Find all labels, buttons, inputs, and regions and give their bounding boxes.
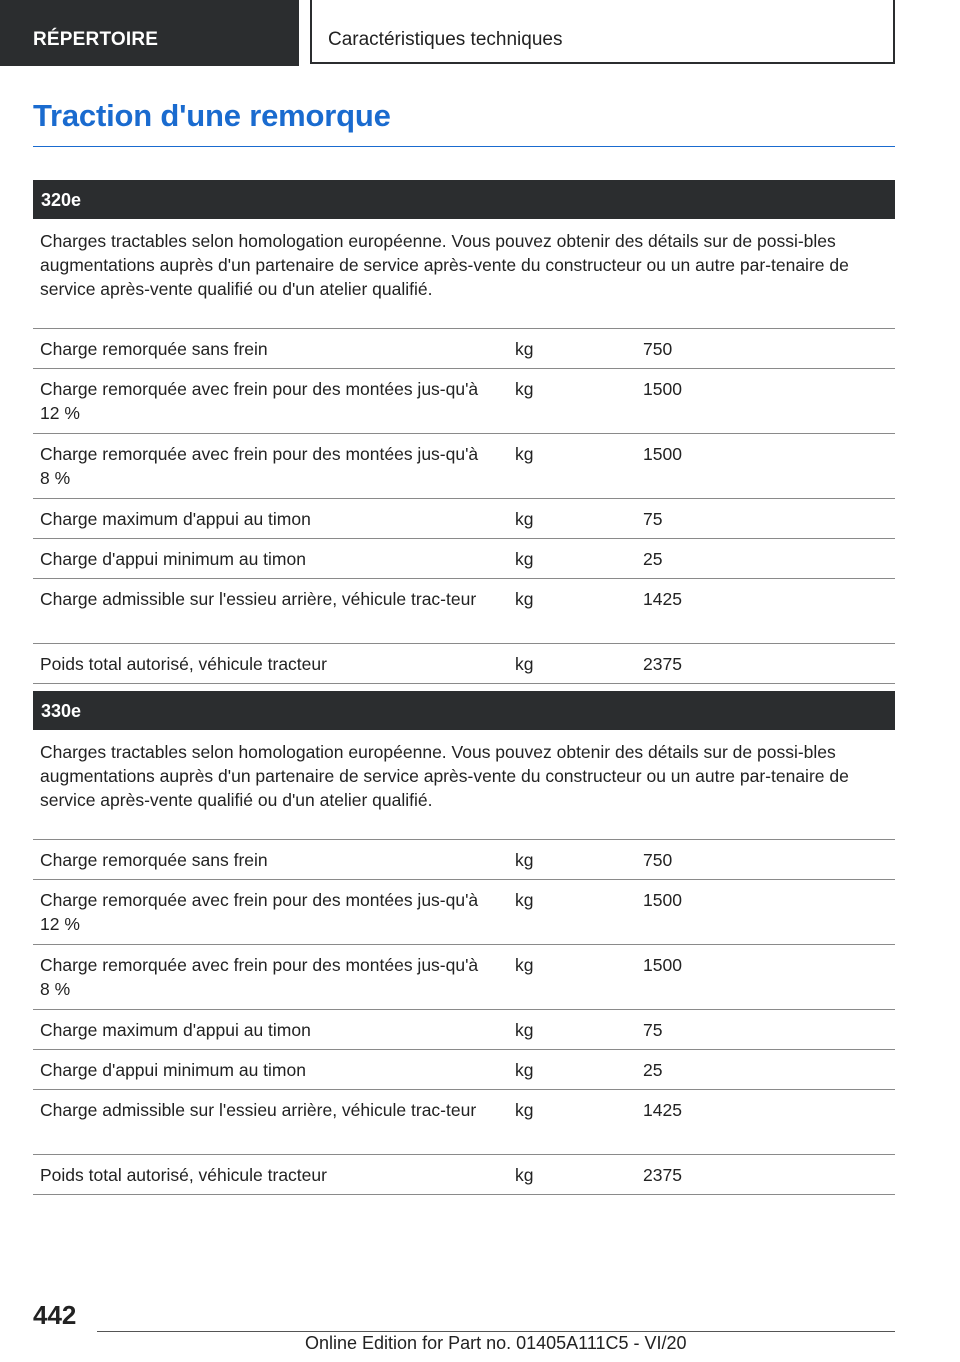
row-label: Charge remorquée avec frein pour des montées jus-qu'à 8 %: [40, 444, 479, 488]
section-heading: 330e: [33, 691, 895, 730]
row-unit: kg: [515, 509, 534, 529]
row-label: Charge maximum d'appui au timon: [40, 509, 311, 529]
table-row: [33, 369, 895, 434]
section-320e: [33, 180, 895, 684]
page-number: 442: [33, 1300, 77, 1330]
page-header: [0, 0, 960, 66]
row-unit: kg: [515, 339, 534, 359]
row-value: 25: [643, 549, 663, 569]
table-row: [33, 329, 895, 369]
table-row: [33, 579, 895, 644]
row-unit: kg: [515, 850, 534, 870]
footer-divider: [97, 1331, 895, 1332]
row-label: Charge remorquée avec frein pour des montées jus-qu'à 12 %: [40, 890, 479, 934]
row-label: Charge remorquée sans frein: [40, 850, 268, 870]
row-value: 750: [643, 339, 673, 359]
row-label: Poids total autorisé, véhicule tracteur: [40, 1165, 327, 1185]
row-value: 1500: [643, 379, 682, 399]
row-unit: kg: [515, 589, 534, 609]
row-value: 1500: [643, 444, 682, 464]
row-value: 75: [643, 509, 663, 529]
row-value: 1425: [643, 1100, 682, 1120]
row-value: 2375: [643, 1165, 682, 1185]
row-unit: kg: [515, 1165, 534, 1185]
table-row: [33, 539, 895, 579]
edition-note: Online Edition for Part no. 01405A111C5 - VI/20: [305, 1333, 687, 1353]
title-underline: [33, 146, 895, 147]
section-description: Charges tractables selon homologation européenne. Vous pouvez obtenir des détails sur de possi-bles augmentations auprès d'un partenaire de service après-vente du constructeur ou un autre par-tenaire de service après-vente qualifié ou d'un atelier qualifié.: [33, 219, 895, 329]
page-title: Traction d'une remorque: [33, 98, 391, 133]
table-row: [33, 1155, 895, 1195]
row-unit: kg: [515, 654, 534, 674]
row-label: Charge remorquée avec frein pour des montées jus-qu'à 12 %: [40, 379, 479, 423]
table-row: [33, 880, 895, 945]
row-value: 2375: [643, 654, 682, 674]
row-label: Charge admissible sur l'essieu arrière, véhicule trac-teur: [40, 1100, 477, 1120]
row-value: 750: [643, 850, 673, 870]
row-unit: kg: [515, 1060, 534, 1080]
table-row: [33, 945, 895, 1010]
row-unit: kg: [515, 1100, 534, 1120]
section-330e: [33, 691, 895, 1195]
row-unit: kg: [515, 890, 534, 910]
row-unit: kg: [515, 1020, 534, 1040]
table-row: [33, 644, 895, 684]
row-value: 1500: [643, 955, 682, 975]
row-value: 1500: [643, 890, 682, 910]
table-row: [33, 1090, 895, 1155]
row-label: Charge maximum d'appui au timon: [40, 1020, 311, 1040]
row-value: 75: [643, 1020, 663, 1040]
section-title: Caractéristiques techniques: [310, 0, 895, 64]
row-unit: kg: [515, 549, 534, 569]
row-label: Charge remorquée sans frein: [40, 339, 268, 359]
section-description: Charges tractables selon homologation européenne. Vous pouvez obtenir des détails sur de possi-bles augmentations auprès d'un partenaire de service après-vente du constructeur ou un autre par-tenaire de service après-vente qualifié ou d'un atelier qualifié.: [33, 730, 895, 840]
row-unit: kg: [515, 955, 534, 975]
row-label: Poids total autorisé, véhicule tracteur: [40, 654, 327, 674]
row-label: Charge admissible sur l'essieu arrière, véhicule trac-teur: [40, 589, 477, 609]
table-row: [33, 434, 895, 499]
table-row: [33, 499, 895, 539]
row-unit: kg: [515, 379, 534, 399]
row-label: Charge d'appui minimum au timon: [40, 1060, 306, 1080]
row-unit: kg: [515, 444, 534, 464]
table-row: [33, 840, 895, 880]
row-label: Charge d'appui minimum au timon: [40, 549, 306, 569]
row-value: 1425: [643, 589, 682, 609]
section-heading: 320e: [33, 180, 895, 219]
directory-tab[interactable]: RÉPERTOIRE: [0, 0, 299, 66]
table-row: [33, 1010, 895, 1050]
table-row: [33, 1050, 895, 1090]
row-label: Charge remorquée avec frein pour des montées jus-qu'à 8 %: [40, 955, 479, 999]
row-value: 25: [643, 1060, 663, 1080]
